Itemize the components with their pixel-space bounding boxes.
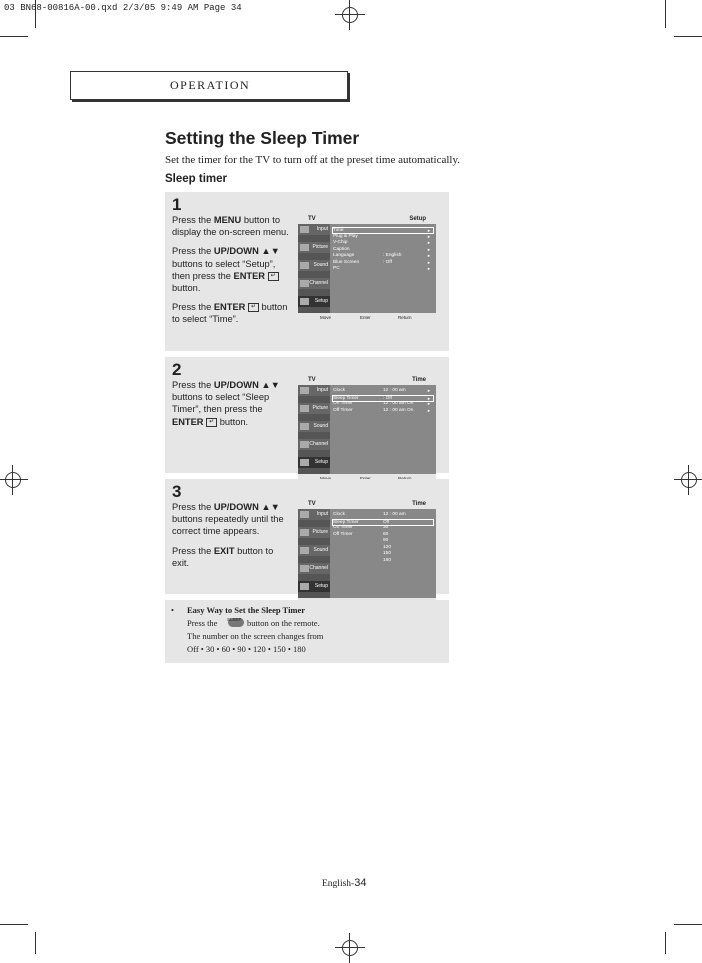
osd-row-value: 12 : 00 am On [383, 407, 414, 413]
osd-arrow-icon: ► [427, 240, 431, 245]
step-paragraph [172, 545, 290, 569]
osd-heading: Time [412, 377, 426, 383]
osd-tv-label: TV [308, 501, 316, 507]
osd-row-label: V-Chip [333, 240, 348, 245]
step-text-part: Press the [172, 302, 214, 313]
tip-bullet: • [171, 605, 174, 615]
step-text-part: buttons to select “Sleep Timer”, then press the [172, 392, 270, 415]
osd-row-label: On Timer [333, 525, 353, 530]
osd-row [333, 525, 433, 531]
step-text [172, 379, 290, 435]
osd-menu-icon [300, 511, 309, 518]
osd-row-label: Off Timer [333, 531, 353, 537]
osd-arrow-icon: ► [427, 228, 431, 233]
osd-heading: Setup [409, 216, 426, 222]
osd-row-value: 180 [383, 557, 392, 563]
osd-menu-item [298, 421, 330, 432]
step-text-part: Press the [172, 215, 214, 225]
osd-row-label: On Timer [333, 401, 353, 406]
osd-menu-item [298, 260, 330, 271]
step-paragraph [172, 214, 290, 238]
osd-row-label: Off Timer [333, 407, 353, 413]
osd-row [333, 512, 433, 518]
osd-menu-item [298, 385, 330, 396]
osd-menu-item [298, 457, 330, 468]
osd-row [333, 545, 433, 551]
sleep-button-label: SLEEP [227, 617, 242, 622]
osd-row-value: 12 : 00 am On [383, 401, 414, 406]
osd-row [333, 253, 433, 259]
osd-arrow-icon: ► [427, 266, 431, 271]
osd-menu-icon [300, 583, 309, 590]
crop-mark [674, 924, 702, 925]
osd-arrow-icon: ► [427, 401, 431, 406]
osd-row-value: 30 [383, 525, 389, 530]
osd-menu-item [298, 581, 330, 592]
osd-tv-label: TV [308, 377, 316, 383]
key-name: ENTER [172, 416, 204, 427]
osd-menu-icon [300, 529, 309, 536]
osd-row [333, 538, 433, 544]
osd-row [333, 260, 433, 266]
key-name: UP/DOWN ▲▼ [213, 246, 280, 257]
osd-arrow-icon: ► [427, 246, 431, 252]
osd-row-label: Sleep Timer [333, 519, 359, 525]
section-header: OPERATION [170, 78, 251, 92]
osd-row [333, 388, 433, 394]
osd-menu-icon [300, 226, 309, 233]
enter-icon: ↵ [248, 303, 259, 312]
crop-mark [665, 0, 666, 28]
osd-row [333, 558, 433, 564]
osd-arrow-icon: ► [427, 407, 431, 413]
osd-row [333, 240, 433, 246]
osd-row-value: : English [383, 253, 402, 258]
tv-osd-screen [298, 377, 436, 484]
step-text-part: button to exit. [172, 545, 274, 568]
tip-line2: The number on the screen changes from [187, 631, 324, 641]
osd-menu-item [298, 509, 330, 520]
osd-menu-label: Channel [309, 565, 328, 571]
subtitle: Sleep timer [165, 173, 227, 185]
osd-menu-label: Input [316, 511, 328, 517]
tip-line3: Off • 30 • 60 • 90 • 120 • 150 • 180 [187, 644, 306, 654]
osd-move-hint: Move [320, 315, 332, 320]
crop-mark [674, 36, 702, 37]
osd-row [333, 247, 433, 253]
registration-mark-icon [339, 4, 361, 26]
enter-icon: ↵ [268, 272, 279, 281]
crop-mark [0, 924, 28, 925]
osd-menu-label: Sound [313, 423, 328, 429]
step-text-part: button to select “Time”. [172, 302, 288, 325]
osd-row-value: 90 [383, 538, 389, 543]
key-name: MENU [213, 215, 242, 225]
osd-menu-icon [300, 423, 309, 430]
step-text-part: Press the [172, 545, 214, 556]
osd-row-label: Clock [333, 512, 345, 517]
osd-menu-label: Input [316, 226, 328, 232]
step-text-part: buttons repeatedly until the correct time appears. [172, 514, 284, 537]
osd-row-value: 120 [383, 544, 392, 550]
osd-menu-item [298, 296, 330, 307]
osd-menu-item [298, 545, 330, 556]
page-footer [322, 877, 366, 889]
osd-row [333, 532, 433, 538]
step-text-part: button. [217, 416, 249, 427]
osd-menu-label: Sound [313, 262, 328, 268]
step-text-part: Press the [172, 502, 214, 512]
step-text-part: buttons to select “Setup”, then press the [172, 258, 276, 281]
step-box-2 [165, 357, 449, 473]
osd-menu-label: Setup [314, 459, 328, 465]
osd-main-panel [330, 509, 436, 598]
osd-row-value: : Off [383, 395, 392, 401]
osd-row [333, 234, 433, 240]
tip-box [165, 600, 449, 663]
step-text-part: Press the [172, 380, 214, 390]
footer-lang: English- [322, 879, 355, 889]
step-paragraph [172, 379, 290, 428]
osd-menu-label: Picture [312, 405, 328, 411]
osd-menu-icon [300, 262, 309, 269]
osd-menu-item [298, 563, 330, 574]
osd-menu-item [298, 278, 330, 289]
osd-menu-icon [300, 459, 309, 466]
intro-text: Set the timer for the TV to turn off at the preset time automatically. [165, 154, 460, 166]
step-box-3 [165, 479, 449, 594]
key-name: UP/DOWN ▲▼ [213, 502, 280, 512]
page-title: Setting the Sleep Timer [165, 128, 360, 148]
step-paragraph [172, 501, 290, 538]
osd-row-label: Clock [333, 388, 345, 393]
osd-row-label: Plug & Play [333, 233, 358, 239]
osd-menu-icon [300, 441, 309, 448]
key-name: UP/DOWN ▲▼ [213, 380, 280, 390]
step-box-1 [165, 192, 449, 351]
osd-menu-label: Sound [313, 547, 328, 553]
osd-return-hint: Return [398, 315, 412, 320]
key-name: ENTER [233, 270, 266, 281]
osd-menu-item [298, 439, 330, 450]
osd-row-value: 150 [383, 551, 392, 556]
osd-row-label: Sleep Timer [333, 395, 359, 401]
enter-icon: ↵ [206, 418, 217, 427]
osd-menu-label: Channel [309, 441, 328, 447]
osd-row-label: Caption [333, 246, 350, 252]
osd-arrow-icon: ► [427, 253, 431, 258]
osd-arrow-icon: ► [427, 388, 431, 393]
osd-arrow-icon: ► [427, 259, 431, 265]
step-text [172, 214, 290, 333]
step-text [172, 501, 290, 576]
crop-mark [665, 932, 666, 954]
osd-row-value: 60 [383, 531, 389, 537]
osd-menu-item [298, 527, 330, 538]
step-paragraph [172, 245, 290, 294]
tip-heading: Easy Way to Set the Sleep Timer [187, 605, 306, 615]
osd-heading: Time [412, 501, 426, 507]
osd-main-panel [330, 385, 436, 474]
print-slug: 03 BN68-00816A-00.qxd 2/3/05 9:49 AM Page 34 [4, 3, 242, 13]
osd-row [333, 408, 433, 414]
osd-menu-icon [300, 565, 309, 572]
osd-row-label: Language [333, 253, 355, 258]
step-number: 3 [172, 482, 182, 501]
osd-bottom-bar [298, 313, 436, 323]
osd-row-value: 12 : 00 am [383, 388, 406, 393]
osd-menu-item [298, 403, 330, 414]
registration-mark-icon [678, 469, 700, 491]
osd-row [333, 401, 433, 407]
osd-enter-hint: Enter [360, 315, 371, 320]
osd-menu-label: Channel [309, 280, 328, 286]
step-number: 2 [172, 360, 182, 379]
step-number: 1 [172, 195, 182, 214]
osd-row-value: Off [383, 519, 390, 525]
osd-row-label: Blue Screen [333, 259, 360, 265]
tip-line1-pre: Press the [187, 618, 218, 628]
osd-menu-icon [300, 244, 309, 251]
tv-osd-screen [298, 501, 436, 608]
osd-row-value: 12 : 00 am [383, 512, 406, 517]
osd-row-label: Time [333, 228, 344, 233]
osd-sidebar [298, 224, 330, 313]
osd-row-label: PC [333, 266, 340, 271]
osd-menu-label: Setup [314, 583, 328, 589]
tv-osd-screen [298, 216, 436, 323]
osd-menu-item [298, 242, 330, 253]
registration-mark-icon [339, 937, 361, 959]
osd-menu-icon [300, 298, 309, 305]
osd-main-panel [330, 224, 436, 313]
osd-menu-icon [300, 280, 309, 287]
key-name: ENTER [213, 302, 246, 313]
page-number: 34 [354, 877, 367, 889]
osd-sidebar [298, 385, 330, 474]
tip-line1-post: button on the remote. [247, 618, 320, 628]
osd-menu-item [298, 224, 330, 235]
osd-menu-icon [300, 547, 309, 554]
step-text-part: button. [172, 283, 201, 294]
step-text-part: Press the [172, 246, 214, 257]
osd-menu-icon [300, 405, 309, 412]
step-text-part: button to display the on-screen menu. [172, 215, 289, 238]
step-paragraph [172, 301, 290, 325]
osd-menu-label: Picture [312, 244, 328, 250]
osd-row [333, 551, 433, 557]
osd-row [333, 266, 433, 272]
crop-mark [0, 36, 28, 37]
crop-mark [35, 932, 36, 954]
key-name: EXIT [213, 545, 235, 556]
osd-arrow-icon: ► [427, 395, 431, 401]
osd-menu-label: Input [316, 387, 328, 393]
osd-menu-icon [300, 387, 309, 394]
osd-sidebar [298, 509, 330, 598]
osd-tv-label: TV [308, 216, 316, 222]
registration-mark-icon [2, 469, 24, 491]
osd-row-value: : Off [383, 259, 392, 265]
osd-menu-label: Setup [314, 298, 328, 304]
osd-arrow-icon: ► [427, 233, 431, 239]
osd-menu-label: Picture [312, 529, 328, 535]
